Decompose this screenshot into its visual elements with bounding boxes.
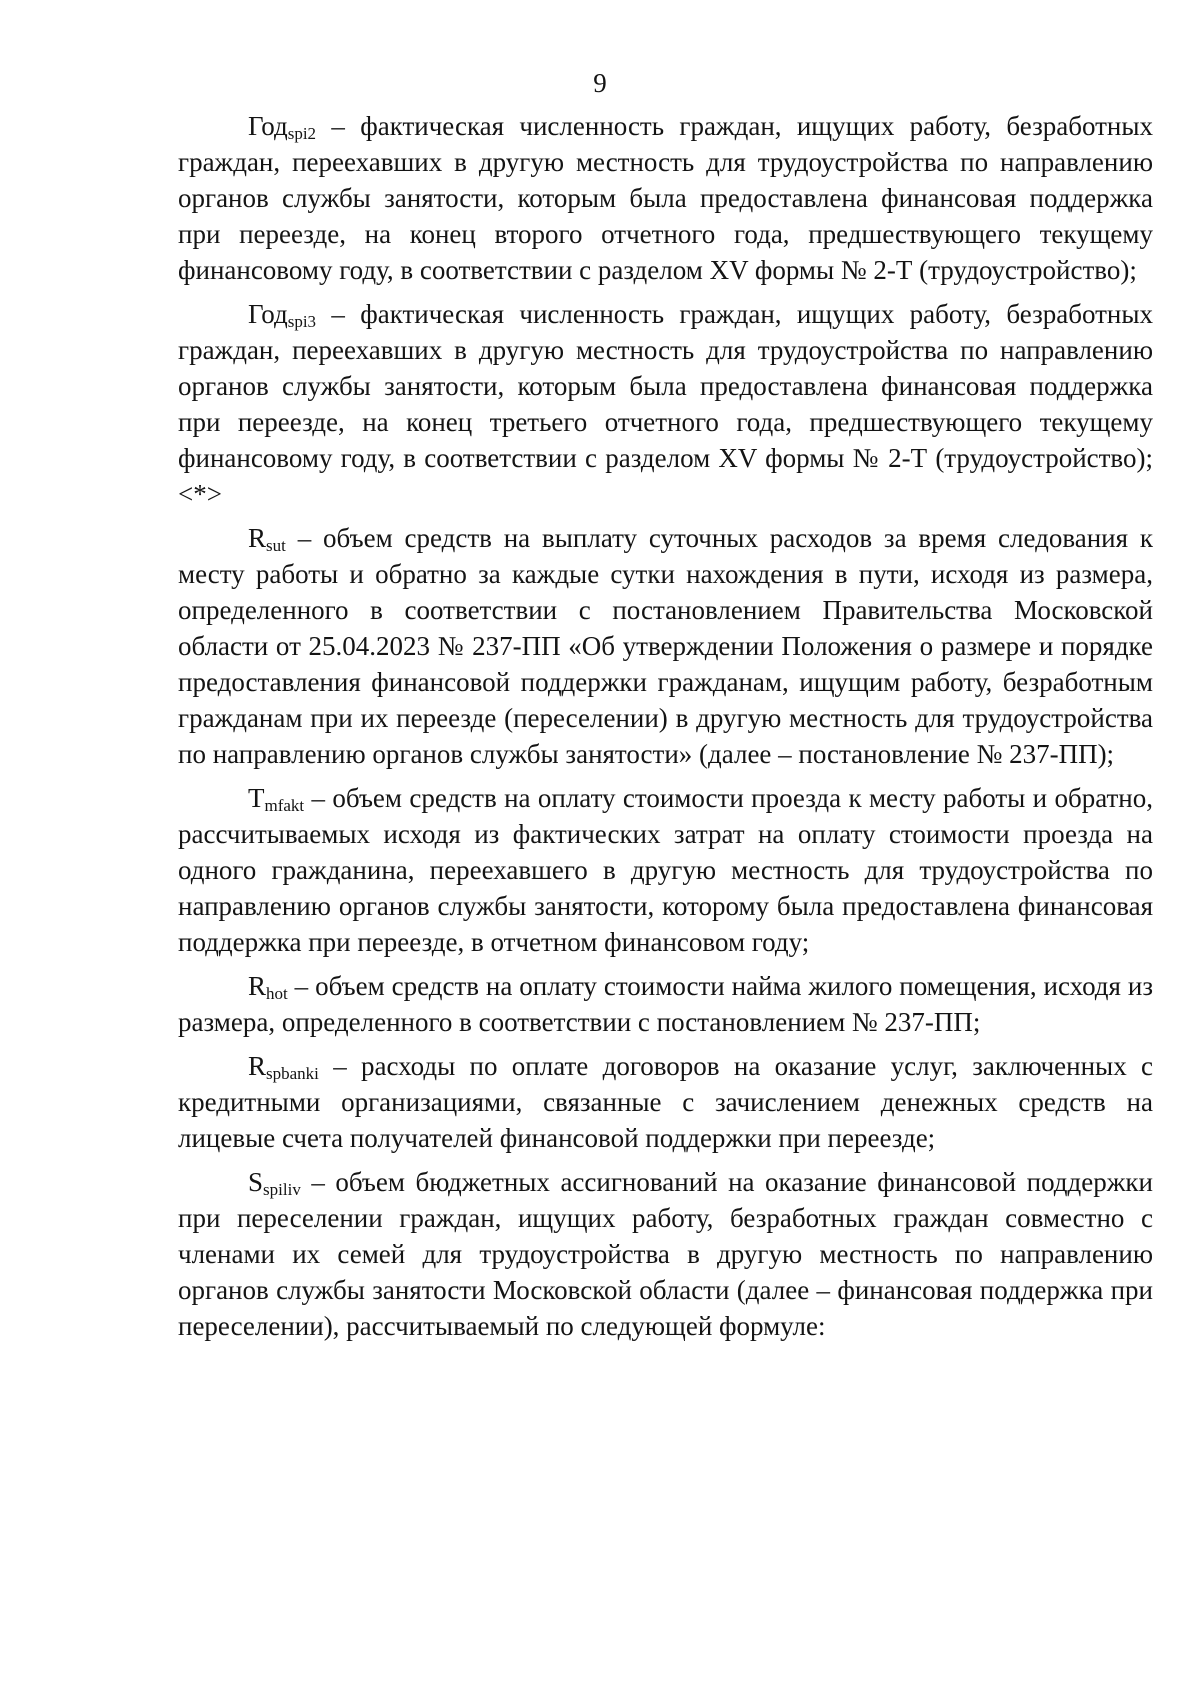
variable-symbol	[248, 111, 316, 141]
definition-text: – объем средств на оплату стоимости найма жилого помещения, исходя из размера, определенного в соответствии с постановлением № 237-ПП;	[178, 971, 1153, 1037]
variable-base: Год	[248, 111, 288, 141]
definition-text: – фактическая численность граждан, ищущих работу, безработных граждан, переехавших в другую местность для трудоустройства по направлению органов службы занятости, которым была предоставлена финансовая поддержка при переезде, на конец третьего отчетного года, предшествующего текущему финансовому году, в соответствии с разделом XV формы № 2-Т (трудоустройство); <*>	[178, 299, 1153, 509]
variable-base: T	[248, 783, 265, 813]
definition-r-spbanki	[178, 1048, 1153, 1156]
variable-subscript: spiliv	[263, 1180, 301, 1199]
variable-symbol	[248, 783, 304, 813]
definition-text: – объем средств на оплату стоимости проезда к месту работы и обратно, рассчитываемых исходя из фактических затрат на оплату стоимости проезда на одного гражданина, переехавшего в другую местность для трудоустройства по направлению органов службы занятости, которому была предоставлена финансовая поддержка при переезде, в отчетном финансовом году;	[178, 783, 1153, 957]
variable-symbol	[248, 1051, 319, 1081]
definition-god-spi3	[178, 296, 1153, 512]
definition-text: – объем бюджетных ассигнований на оказание финансовой поддержки при переселении граждан, ищущих работу, безработных граждан совместно с членами их семей для трудоустройства в другую местность по направлению органов службы занятости Московской области (далее – финансовая поддержка при переселении), рассчитываемый по следующей формуле:	[178, 1167, 1153, 1341]
definition-text: – объем средств на выплату суточных расходов за время следования к месту работы и обратно за каждые сутки нахождения в пути, исходя из размера, определенного в соответствии с постановлением Правительства Московской области от 25.04.2023 № 237-ПП «Об утверждении Положения о размере и порядке предоставления финансовой поддержки гражданам, ищущим работу, безработным гражданам при их переезде (переселении) в другую местность для трудоустройства по направлению органов службы занятости» (далее – постановление № 237-ПП);	[178, 523, 1153, 769]
variable-symbol	[248, 1167, 301, 1197]
definition-text: – расходы по оплате договоров на оказание услуг, заключенных с кредитными организациями, связанные с зачислением денежных средств на лицевые счета получателей финансовой поддержки при переезде;	[178, 1051, 1153, 1153]
page-number: 9	[593, 68, 607, 98]
variable-base: R	[248, 523, 267, 553]
variable-symbol	[248, 299, 316, 329]
definition-god-spi2	[178, 108, 1153, 288]
variable-subscript: spbanki	[266, 1064, 319, 1083]
document-body	[178, 108, 1153, 1352]
variable-symbol	[248, 971, 288, 1001]
definition-s-spiliv	[178, 1164, 1153, 1344]
variable-base: R	[248, 1051, 267, 1081]
variable-subscript: hot	[266, 984, 288, 1003]
variable-subscript: sut	[266, 536, 286, 555]
definition-text: – фактическая численность граждан, ищущих работу, безработных граждан, переехавших в другую местность для трудоустройства по направлению органов службы занятости, которым была предоставлена финансовая поддержка при переезде, на конец второго отчетного года, предшествующего текущему финансовому году, в соответствии с разделом XV формы № 2-Т (трудоустройство);	[178, 111, 1153, 285]
variable-subscript: spi2	[287, 124, 317, 143]
definition-r-sut	[178, 520, 1153, 772]
variable-subscript: mfakt	[264, 796, 305, 815]
variable-base: S	[248, 1167, 264, 1197]
definition-t-mfakt	[178, 780, 1153, 960]
variable-base: Год	[248, 299, 288, 329]
definition-r-hot	[178, 968, 1153, 1040]
variable-subscript: spi3	[287, 312, 317, 331]
variable-base: R	[248, 971, 267, 1001]
variable-symbol	[248, 523, 286, 553]
